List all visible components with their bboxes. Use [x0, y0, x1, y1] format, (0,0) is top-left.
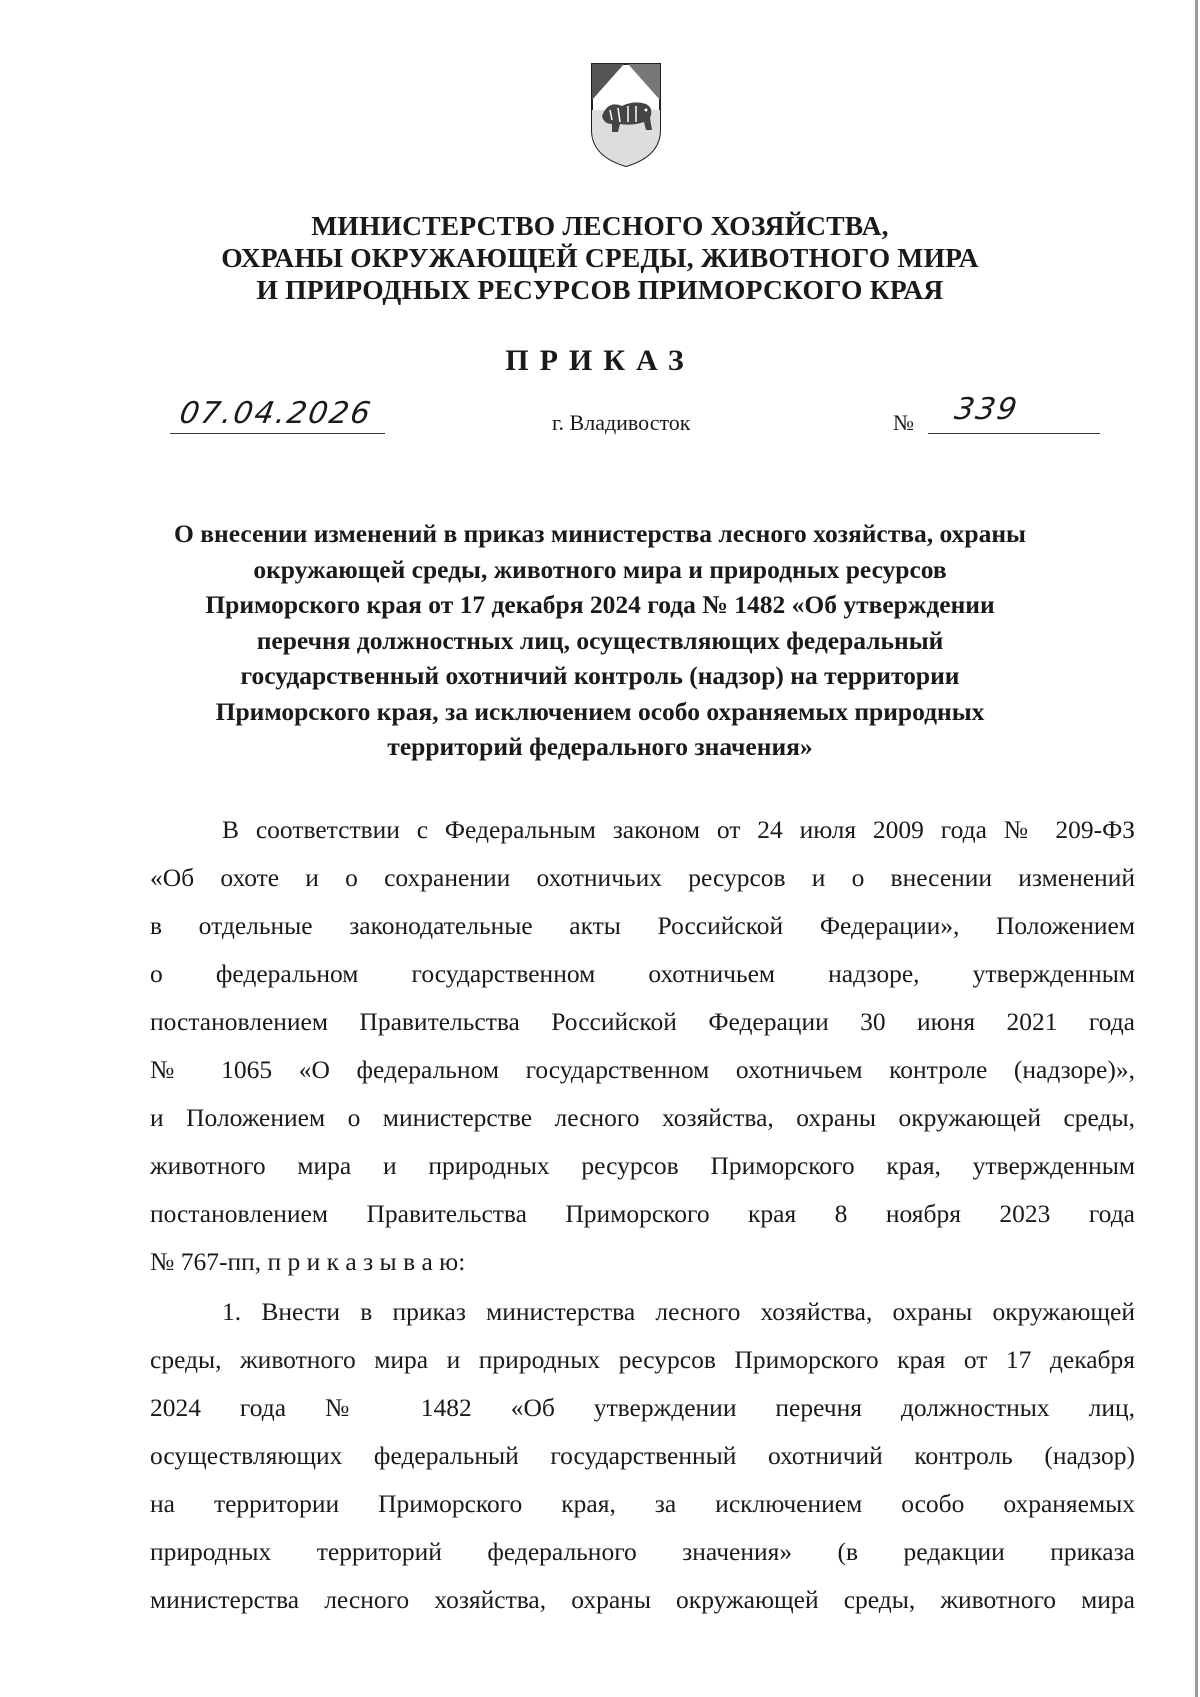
- order-subject: [140, 516, 1060, 765]
- body-line: «Об охоте и о сохранении охотничьих ресурсов и о внесении изменений: [150, 863, 1135, 892]
- body-line: № 1065 «О федеральном государственном охотничьем контроле (надзоре)»,: [150, 1055, 1135, 1084]
- body-line: министерства лесного хозяйства, охраны окружающей среды, животного мира: [150, 1585, 1135, 1614]
- city-label: г. Владивосток: [552, 410, 691, 435]
- body-line: на территории Приморского края, за исключением особо охраняемых: [150, 1489, 1135, 1518]
- ministry-name: [0, 210, 1200, 306]
- body-line: среды, животного мира и природных ресурсов Приморского края от 17 декабря: [150, 1345, 1135, 1374]
- coat-of-arms-emblem: [588, 60, 664, 170]
- body-line: осуществляющих федеральный государственный охотничий контроль (надзор): [150, 1441, 1135, 1470]
- date-underline: [170, 433, 385, 434]
- subject-line: Приморского края от 17 декабря 2024 года № 1482 «Об утверждении: [205, 590, 995, 619]
- subject-line: О внесении изменений в приказ министерства лесного хозяйства, охраны: [174, 519, 1026, 548]
- ministry-line: МИНИСТЕРСТВО ЛЕСНОГО ХОЗЯЙСТВА,: [311, 210, 889, 241]
- preamble-paragraph: [150, 806, 1135, 1286]
- subject-line: государственный охотничий контроль (надзор) на территории: [240, 661, 960, 690]
- item-1-paragraph: [150, 1288, 1135, 1624]
- body-line: 1. Внести в приказ министерства лесного хозяйства, охраны окружающей: [222, 1297, 1135, 1326]
- ministry-line: ОХРАНЫ ОКРУЖАЮЩЕЙ СРЕДЫ, ЖИВОТНОГО МИРА: [221, 242, 979, 273]
- body-line: постановлением Правительства Российской Федерации 30 июня 2021 года: [150, 1007, 1135, 1036]
- body-line: В соответствии с Федеральным законом от 24 июля 2009 года № 209-ФЗ: [222, 815, 1135, 844]
- document-type-title: ПРИКАЗ: [505, 344, 695, 377]
- subject-line: перечня должностных лиц, осуществляющих федеральный: [256, 625, 944, 655]
- body-line: и Положением о министерстве лесного хозяйства, охраны окружающей среды,: [150, 1103, 1135, 1132]
- ministry-line: И ПРИРОДНЫХ РЕСУРСОВ ПРИМОРСКОГО КРАЯ: [256, 274, 944, 305]
- subject-line: Приморского края, за исключением особо охраняемых природных: [215, 696, 985, 726]
- body-line: 2024 года № 1482 «Об утверждении перечня должностных лиц,: [150, 1393, 1135, 1422]
- number-underline: [928, 433, 1100, 434]
- body-line: о федеральном государственном охотничьем надзоре, утвержденным: [150, 959, 1135, 988]
- body-line: постановлением Правительства Приморского края 8 ноября 2023 года: [150, 1199, 1135, 1228]
- body-line: природных территорий федерального значения» (в редакции приказа: [150, 1537, 1135, 1566]
- body-line: в отдельные законодательные акты Российской Федерации», Положением: [150, 911, 1135, 940]
- subject-line: территорий федерального значения»: [387, 732, 813, 761]
- handwritten-date: 07.04.2026: [176, 396, 375, 431]
- number-sign: №: [893, 410, 914, 435]
- body-line: № 767-пп, п р и к а з ы в а ю:: [150, 1247, 466, 1276]
- handwritten-order-number: 339: [951, 392, 1022, 427]
- body-line: животного мира и природных ресурсов Приморского края, утвержденным: [150, 1151, 1135, 1180]
- subject-line: окружающей среды, животного мира и природных ресурсов: [253, 554, 947, 584]
